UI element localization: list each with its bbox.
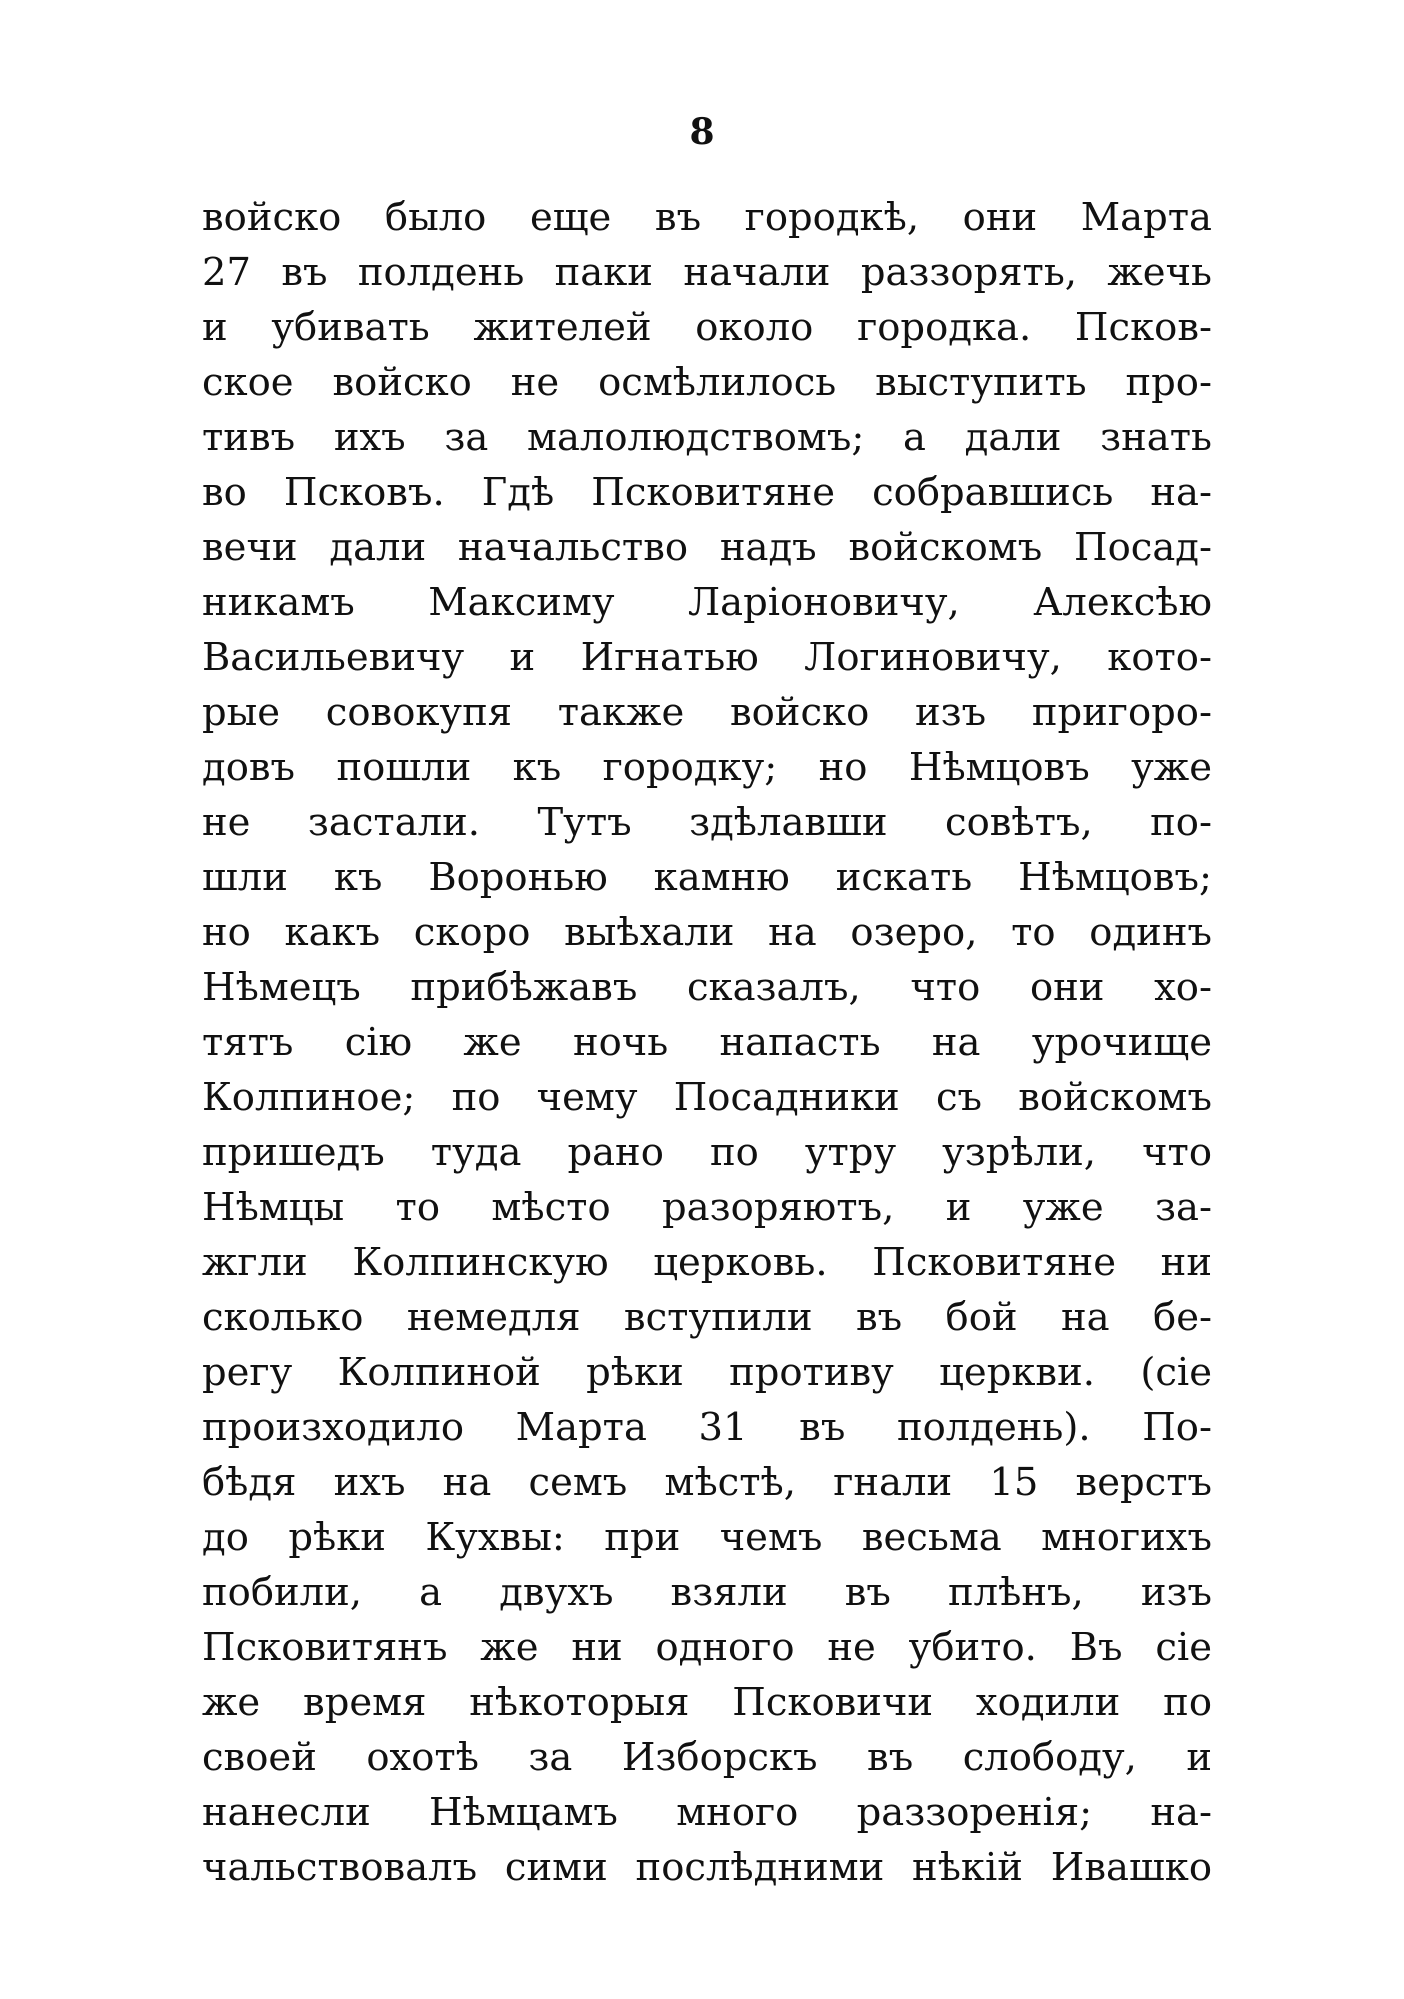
- text-line: нанесли Нѣмцамъ много раззоренія; на-: [202, 1790, 1212, 1835]
- text-line: никамъ Максиму Ларіоновичу, Алексѣю: [202, 580, 1212, 625]
- text-line: своей охотѣ за Изборскъ въ слободу, и: [202, 1735, 1212, 1780]
- text-line: но какъ скоро выѣхали на озеро, то одинъ: [202, 910, 1212, 955]
- text-line: Нѣмецъ прибѣжавъ сказалъ, что они хо-: [202, 965, 1212, 1010]
- text-line: чальствовалъ сими послѣдними нѣкій Ивашко: [202, 1845, 1212, 1890]
- text-line: сколько немедля вступили въ бой на бе-: [202, 1295, 1212, 1340]
- text-line: вечи дали начальство надъ войскомъ Посад-: [202, 525, 1212, 570]
- text-line: же время нѣкоторыя Псковичи ходили по: [202, 1680, 1212, 1725]
- body-text: [202, 190, 1212, 1895]
- text-line: шли къ Воронью камню искать Нѣмцовъ;: [202, 855, 1212, 900]
- text-line: войско было еще въ городкѣ, они Марта: [202, 195, 1212, 240]
- text-line: регу Колпиной рѣки противу церкви. (сіе: [202, 1350, 1212, 1395]
- text-line: тивъ ихъ за малолюдствомъ; а дали знать: [202, 415, 1212, 460]
- text-line: бѣдя ихъ на семъ мѣстѣ, гнали 15 верстъ: [202, 1460, 1212, 1505]
- text-line: произходило Марта 31 въ полдень). По-: [202, 1405, 1212, 1450]
- text-line: Псковитянъ же ни одного не убито. Въ сіе: [202, 1625, 1212, 1670]
- text-line: рые совокупя также войско изъ пригоро-: [202, 690, 1212, 735]
- text-line: во Псковъ. Гдѣ Псковитяне собравшись на-: [202, 470, 1212, 515]
- text-line: пришедъ туда рано по утру узрѣли, что: [202, 1130, 1212, 1175]
- text-line: Нѣмцы то мѣсто разоряютъ, и уже за-: [202, 1185, 1212, 1230]
- text-line: и убивать жителей около городка. Псков-: [202, 305, 1212, 350]
- text-line: не застали. Тутъ здѣлавши совѣтъ, по-: [202, 800, 1212, 845]
- text-line: 27 въ полдень паки начали раззорять, жечь: [202, 250, 1212, 295]
- text-line: Колпиное; по чему Посадники съ войскомъ: [202, 1075, 1212, 1120]
- text-line: тятъ сію же ночь напасть на урочище: [202, 1020, 1212, 1065]
- text-line: довъ пошли къ городку; но Нѣмцовъ уже: [202, 745, 1212, 790]
- text-line: до рѣки Кухвы: при чемъ весьма многихъ: [202, 1515, 1212, 1560]
- text-line: ское войско не осмѣлилось выступить про-: [202, 360, 1212, 405]
- text-line: жгли Колпинскую церковь. Псковитяне ни: [202, 1240, 1212, 1285]
- text-line: Васильевичу и Игнатью Логиновичу, кото-: [202, 635, 1212, 680]
- text-line: побили, а двухъ взяли въ плѣнъ, изъ: [202, 1570, 1212, 1615]
- page-number: 8: [689, 111, 715, 153]
